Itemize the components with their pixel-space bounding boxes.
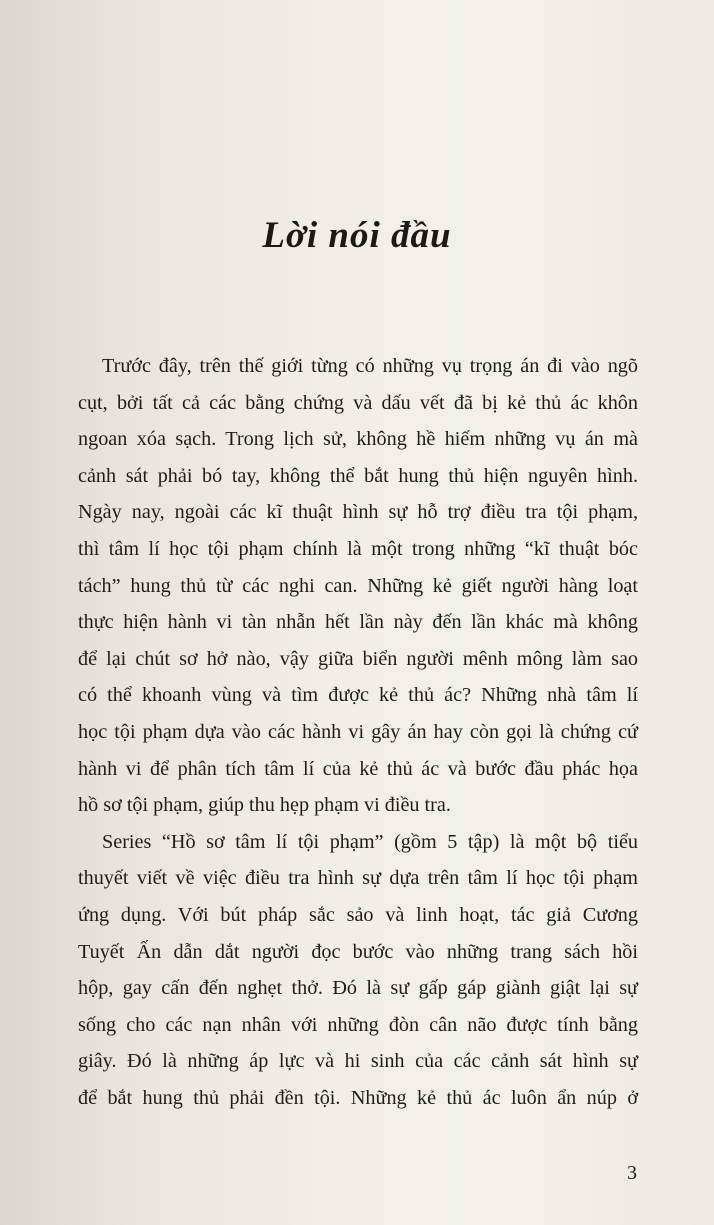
text-line: sống cho các nạn nhân với những đòn cân não được tính bằng [78, 1013, 638, 1036]
text-line: ngoan xóa sạch. Trong lịch sử, không hề hiếm những vụ án mà [78, 428, 638, 451]
text-line: cụt, bởi tất cả các bằng chứng và dấu vết đã bị kẻ thủ ác khôn [78, 391, 638, 414]
text-line: để bắt hung thủ phải đền tội. Những kẻ thủ ác luôn ẩn núp ở [78, 1086, 638, 1109]
text-line: Trước đây, trên thế giới từng có những vụ trọng án đi vào ngõ [102, 355, 638, 377]
text-line: Series “Hồ sơ tâm lí tội phạm” (gồm 5 tập) là một bộ tiểu [102, 830, 638, 853]
paragraph-1 [78, 348, 638, 824]
text-line: Ngày nay, ngoài các kĩ thuật hình sự hỗ trợ điều tra tội phạm, [78, 501, 638, 524]
text-line: ứng dụng. Với bút pháp sắc sảo và linh hoạt, tác giả Cương [78, 903, 638, 926]
text-line: hành vi để phân tích tâm lí của kẻ thủ ác và bước đầu phác họa [78, 757, 638, 780]
text-line: tách” hung thủ từ các nghi can. Những kẻ giết người hàng loạt [78, 574, 638, 597]
text-line: giây. Đó là những áp lực và hi sinh của các cảnh sát hình sự [78, 1050, 638, 1073]
text-line: thuyết viết về việc điều tra hình sự dựa trên tâm lí học tội phạm [78, 867, 638, 890]
text-line: Tuyết Ấn dẫn dắt người đọc bước vào những trang sách hồi [78, 940, 638, 963]
page-heading: Lời nói đầu [262, 215, 452, 256]
page-number: 3 [627, 1162, 637, 1184]
text-line: học tội phạm dựa vào các hành vi gây án hay còn gọi là chứng cứ [78, 720, 638, 743]
text-line: cảnh sát phải bó tay, không thể bắt hung thủ hiện nguyên hình. [78, 464, 638, 487]
text-line: có thể khoanh vùng và tìm được kẻ thủ ác? Những nhà tâm lí [78, 684, 638, 707]
paragraph-2 [78, 824, 638, 1117]
text-line: hồ sơ tội phạm, giúp thu hẹp phạm vi điều tra. [78, 794, 451, 817]
text-line: để lại chút sơ hở nào, vậy giữa biển người mênh mông làm sao [78, 647, 638, 670]
text-line: thực hiện hành vi tàn nhẫn hết lần này đến lần khác mà không [78, 611, 638, 634]
text-line: hộp, gay cấn đến nghẹt thở. Đó là sự gấp gáp giành giật lại sự [78, 977, 638, 1000]
body-text [78, 348, 638, 1116]
text-line: thì tâm lí học tội phạm chính là một trong những “kĩ thuật bóc [78, 537, 638, 560]
